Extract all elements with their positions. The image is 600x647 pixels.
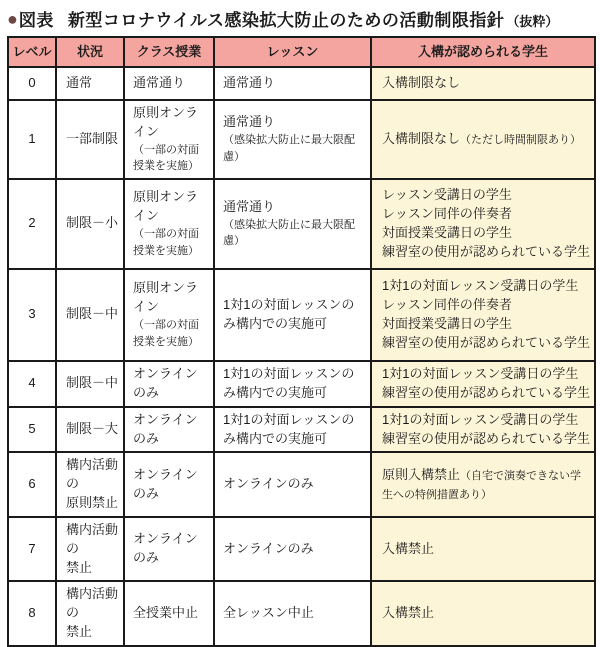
level-cell: 1 [8, 100, 56, 179]
status-cell: 制限－小 [56, 179, 124, 269]
students-cell: 1対1の対面レッスン受講日の学生 練習室の使用が認められている学生 [371, 361, 595, 407]
figure-title-suffix: （抜粋） [506, 14, 559, 29]
col-header-level: レベル [8, 37, 56, 67]
status-cell: 構内活動の 禁止 [56, 581, 124, 646]
lesson-cell: オンラインのみ [214, 452, 371, 517]
students-cell: 入構制限なし（ただし時間制限あり） [371, 100, 595, 179]
students-cell: 入構制限なし [371, 67, 595, 100]
table-row [8, 407, 595, 453]
col-header-lesson: レッスン [214, 37, 371, 67]
class-cell: 全授業中止 [124, 581, 214, 646]
students-cell: レッスン受講日の学生 レッスン同伴の伴奏者 対面授業受講日の学生 練習室の使用が認められている学生 [371, 179, 595, 269]
restriction-guideline-table [7, 36, 596, 647]
table-row [8, 179, 595, 269]
table-row [8, 100, 595, 179]
students-cell: 入構禁止 [371, 517, 595, 582]
lesson-cell: 1対1の対面レッスンのみ構内での実施可 [214, 407, 371, 453]
level-cell: 0 [8, 67, 56, 100]
header-row [8, 37, 595, 67]
level-cell: 8 [8, 581, 56, 646]
students-cell: 1対1の対面レッスン受講日の学生 練習室の使用が認められている学生 [371, 407, 595, 453]
class-cell: オンラインのみ [124, 407, 214, 453]
lesson-cell: オンラインのみ [214, 517, 371, 582]
class-cell: 原則オンライン （一部の対面授業を実施） [124, 269, 214, 361]
status-cell: 制限－中 [56, 269, 124, 361]
level-cell: 3 [8, 269, 56, 361]
level-cell: 5 [8, 407, 56, 453]
lesson-cell: 通常通り [214, 67, 371, 100]
status-cell: 制限－大 [56, 407, 124, 453]
lesson-cell: 通常通り （感染拡大防止に最大限配慮） [214, 100, 371, 179]
table-row [8, 452, 595, 517]
level-cell: 7 [8, 517, 56, 582]
level-cell: 2 [8, 179, 56, 269]
table-row [8, 269, 595, 361]
level-cell: 4 [8, 361, 56, 407]
class-cell: 原則オンライン （一部の対面授業を実施） [124, 179, 214, 269]
table-row [8, 581, 595, 646]
lesson-cell: 1対1の対面レッスンのみ構内での実施可 [214, 361, 371, 407]
students-cell: 原則入構禁止（自宅で演奏できない学生への特例措置あり） [371, 452, 595, 517]
class-cell: オンラインのみ [124, 452, 214, 517]
status-cell: 構内活動の 禁止 [56, 517, 124, 582]
figure-title-text: 新型コロナウイルス感染拡大防止のための活動制限指針 [67, 11, 505, 30]
class-cell: 通常通り [124, 67, 214, 100]
col-header-status: 状況 [56, 37, 124, 67]
students-cell: 1対1の対面レッスン受講日の学生 レッスン同伴の伴奏者 対面授業受講日の学生 練習室の使用が認められている学生 [371, 269, 595, 361]
col-header-students: 入構が認められる学生 [371, 37, 595, 67]
col-header-class: クラス授業 [124, 37, 214, 67]
status-cell: 通常 [56, 67, 124, 100]
class-cell: オンラインのみ [124, 361, 214, 407]
figure-label: 図表 [18, 11, 54, 30]
status-cell: 一部制限 [56, 100, 124, 179]
table-row [8, 67, 595, 100]
class-cell: 原則オンライン （一部の対面授業を実施） [124, 100, 214, 179]
class-cell: オンラインのみ [124, 517, 214, 582]
lesson-cell: 通常通り （感染拡大防止に最大限配慮） [214, 179, 371, 269]
bullet-icon: ● [7, 8, 18, 29]
table-row [8, 361, 595, 407]
status-cell: 構内活動の 原則禁止 [56, 452, 124, 517]
status-cell: 制限－中 [56, 361, 124, 407]
lesson-cell: 1対1の対面レッスンのみ構内での実施可 [214, 269, 371, 361]
lesson-cell: 全レッスン中止 [214, 581, 371, 646]
students-cell: 入構禁止 [371, 581, 595, 646]
figure-title [7, 6, 600, 31]
table-row [8, 517, 595, 582]
level-cell: 6 [8, 452, 56, 517]
